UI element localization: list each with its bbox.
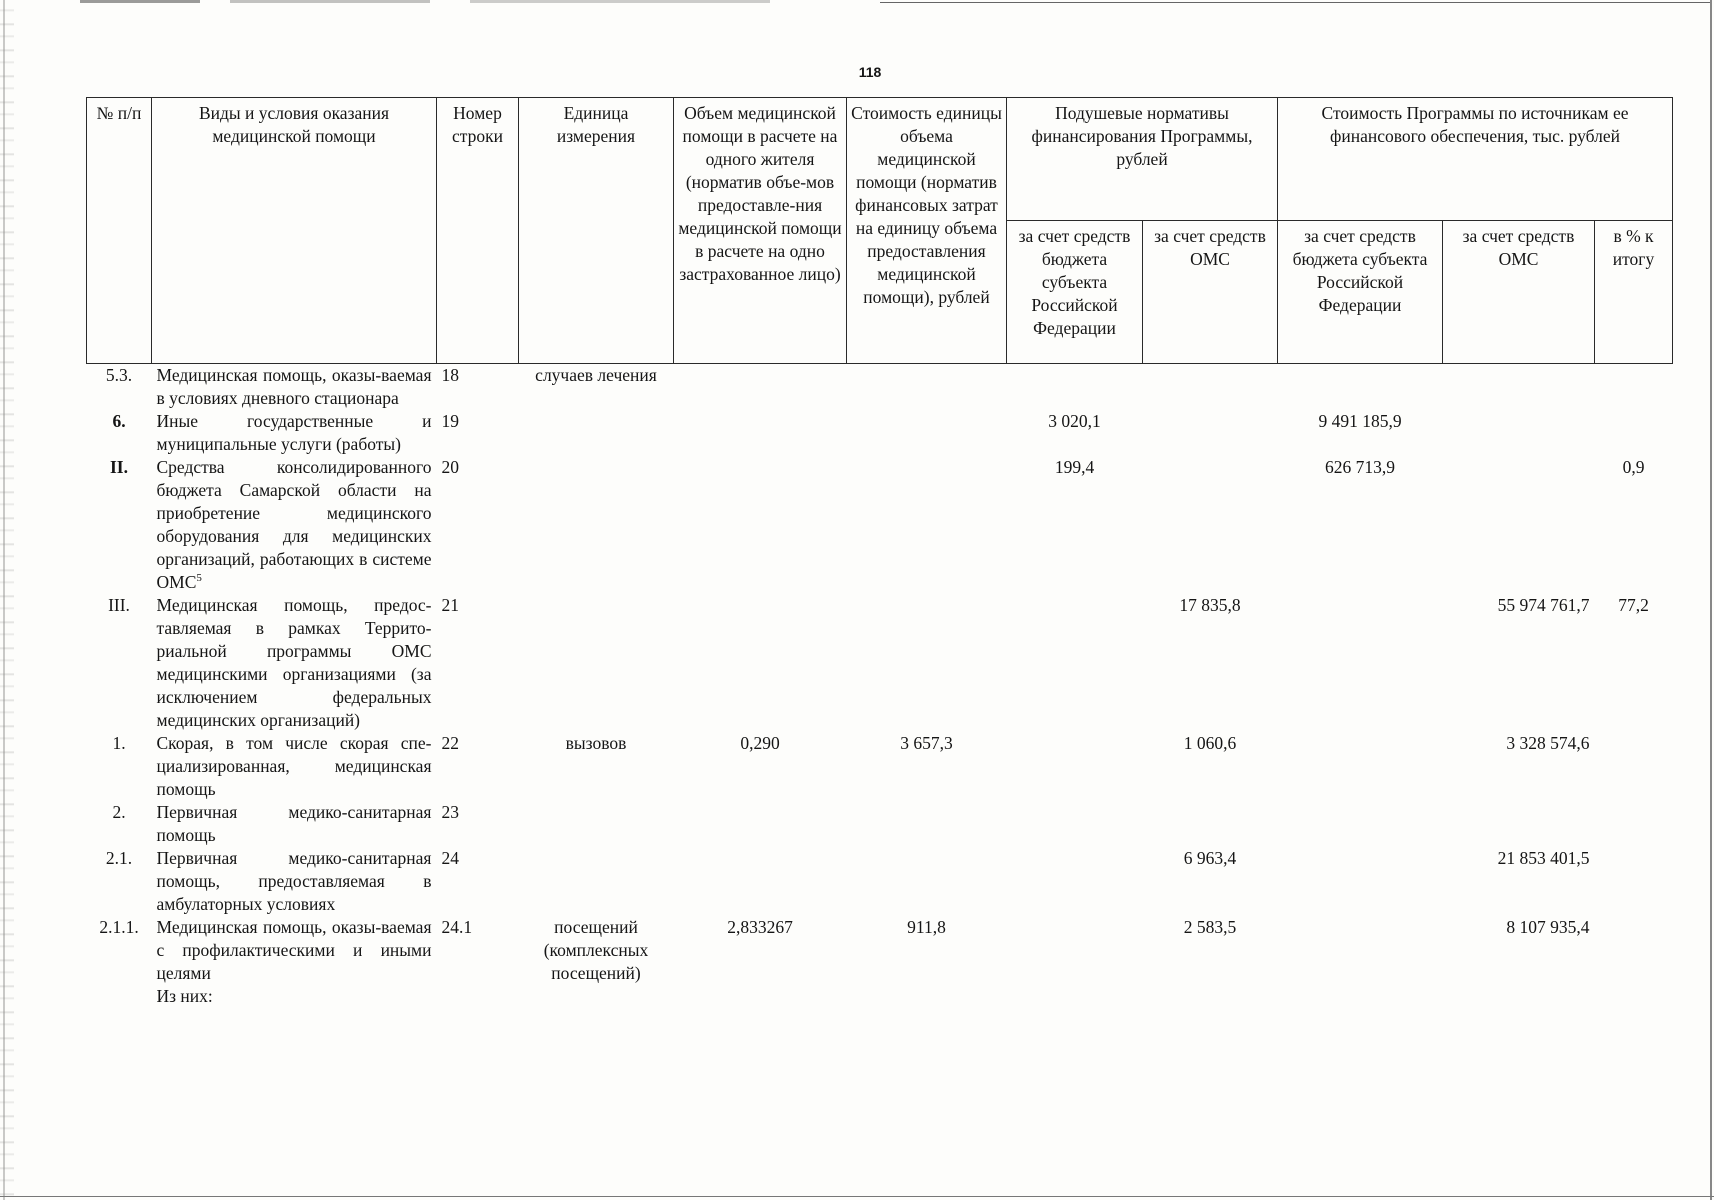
- row-cost: [847, 801, 1007, 847]
- row-pr-oms: 21 853 401,5: [1497, 848, 1590, 868]
- header-unit: Единица измерения: [519, 98, 674, 364]
- row-pct: [1595, 916, 1673, 985]
- row-pr-budget: [1278, 364, 1443, 411]
- header-pc-oms: за счет средств ОМС: [1143, 221, 1278, 364]
- row-cost: [847, 456, 1007, 594]
- row-pr-oms: [1443, 801, 1595, 847]
- row-cost: [847, 847, 1007, 916]
- row-cost: [847, 594, 1007, 732]
- row-desc: Медицинская помощь, предос-тавляемая в рамках Террито-риальной программы ОМС медицинскими организациями (за исключением федеральных медицинских организаций): [156, 595, 432, 730]
- table-row: [87, 364, 1673, 411]
- table-row: [87, 801, 1673, 847]
- row-pr-oms: [1443, 410, 1595, 456]
- table-row: [87, 410, 1673, 456]
- row-cost: 3 657,3: [900, 733, 953, 753]
- row-line: 20: [441, 457, 459, 477]
- row-pc-budget: [1007, 801, 1143, 847]
- row-pr-oms: 8 107 935,4: [1506, 917, 1590, 937]
- row-pc-oms: 1 060,6: [1183, 733, 1237, 753]
- row-unit: вызовов: [565, 733, 627, 753]
- row-no: III.: [108, 595, 130, 615]
- row-desc: Первичная медико-санитарная помощь: [156, 802, 432, 845]
- row-no: 2.1.1.: [99, 917, 139, 937]
- row-volume: 0,290: [740, 733, 780, 753]
- row-desc: Скорая, в том числе скорая спе-циализированная, медицинская помощь: [156, 733, 432, 799]
- footnote-mark: 5: [196, 572, 202, 585]
- header-pc-budget: за счет средств бюджета субъекта Российской Федерации: [1007, 221, 1143, 364]
- row-desc-footer: Из них:: [156, 986, 213, 1006]
- row-pc-budget: [1007, 847, 1143, 916]
- row-desc: Первичная медико-санитарная помощь, предоставляемая в амбулаторных условиях: [156, 848, 432, 914]
- page-number: 118: [858, 64, 882, 80]
- scan-left-line: [3, 0, 5, 1200]
- row-line: 24: [441, 848, 459, 868]
- table-body: [87, 364, 1673, 1009]
- row-pc-budget: 3 020,1: [1048, 411, 1101, 431]
- row-line: 19: [441, 411, 459, 431]
- row-pc-budget: 199,4: [1054, 457, 1095, 477]
- row-volume: [674, 847, 847, 916]
- row-no: 5.3.: [105, 365, 133, 385]
- row-pct: 0,9: [1622, 457, 1645, 477]
- scan-right-rule: [1710, 0, 1712, 1200]
- program-cost-table: [86, 97, 1673, 1008]
- table-row: [87, 916, 1673, 985]
- row-unit: [519, 594, 674, 732]
- table-row: [87, 732, 1673, 801]
- row-no: 2.: [112, 802, 126, 822]
- table-row: [87, 456, 1673, 594]
- row-desc-text: Средства консолидированного бюджета Самарской области на приобретение медицинского оборудования для медицинских организаций, работающих в системе ОМС: [156, 457, 432, 592]
- row-unit: случаев лечения: [535, 365, 657, 385]
- row-pc-budget: [1007, 916, 1143, 985]
- scan-bottom-line: [0, 1196, 1714, 1197]
- row-no: II.: [110, 457, 128, 477]
- row-pc-oms: [1143, 801, 1278, 847]
- row-pr-budget: [1278, 732, 1443, 801]
- row-no: 6.: [112, 411, 126, 431]
- row-pc-oms: [1143, 364, 1278, 411]
- row-pc-oms: 2 583,5: [1183, 917, 1237, 937]
- row-pr-budget: [1278, 594, 1443, 732]
- row-line: 22: [441, 733, 459, 753]
- row-cost: [847, 364, 1007, 411]
- header-line: Номер строки: [437, 98, 519, 364]
- row-pr-budget: 9 491 185,9: [1318, 411, 1402, 431]
- row-pct: [1595, 410, 1673, 456]
- row-desc: [152, 456, 437, 594]
- row-unit: [519, 410, 674, 456]
- row-pc-budget: [1007, 732, 1143, 801]
- table-row: [87, 847, 1673, 916]
- row-pr-budget: [1278, 916, 1443, 985]
- row-pct: [1595, 732, 1673, 801]
- row-unit: посещений (комплексных посещений): [543, 917, 649, 983]
- row-line: 21: [441, 595, 459, 615]
- header-program-group: Стоимость Программы по источникам ее финансового обеспечения, тыс. рублей: [1278, 98, 1673, 221]
- row-line: 24.1: [441, 917, 473, 937]
- row-pr-oms: 3 328 574,6: [1506, 733, 1590, 753]
- row-pr-oms: [1443, 364, 1595, 411]
- row-desc: Медицинская помощь, оказы-ваемая в условиях дневного стационара: [156, 365, 432, 408]
- header-cost: Стоимость единицы объема медицинской помощи (норматив финансовых затрат на единицу объема предоставления медицинской помощи), рублей: [847, 98, 1007, 364]
- row-pr-oms: [1443, 456, 1595, 594]
- table-row: [87, 985, 1673, 1008]
- row-pr-budget: [1278, 847, 1443, 916]
- header-volume: Объем медицинской помощи в расчете на одного жителя (норматив объе-мов предоставле-ния медицинской помощи в расчете на одно застрахованное лицо): [674, 98, 847, 364]
- header-kind: Виды и условия оказания медицинской помощи: [152, 98, 437, 364]
- row-line: 18: [441, 365, 459, 385]
- row-cost: [847, 410, 1007, 456]
- row-pc-oms: [1143, 410, 1278, 456]
- row-pc-oms: 6 963,4: [1183, 848, 1237, 868]
- row-unit: [519, 456, 674, 594]
- row-pc-budget: [1007, 594, 1143, 732]
- header-percapita-group: Подушевые нормативы финансирования Программы, рублей: [1007, 98, 1278, 221]
- row-volume: [674, 456, 847, 594]
- row-pct: 77,2: [1618, 595, 1649, 615]
- row-pct: [1595, 364, 1673, 411]
- header-no: № п/п: [87, 98, 152, 364]
- row-pc-oms: [1143, 456, 1278, 594]
- row-volume: [674, 364, 847, 411]
- row-volume: [674, 594, 847, 732]
- row-desc: Иные государственные и муниципальные услуги (работы): [156, 411, 432, 454]
- row-pc-oms: 17 835,8: [1179, 595, 1241, 615]
- row-pr-oms: 55 974 761,7: [1497, 595, 1590, 615]
- row-pc-budget: [1007, 364, 1143, 411]
- table-row: [87, 594, 1673, 732]
- row-cost: 911,8: [907, 917, 946, 937]
- row-volume: [674, 410, 847, 456]
- row-pct: [1595, 801, 1673, 847]
- header-pr-oms: за счет средств ОМС: [1443, 221, 1595, 364]
- header-pr-budget: за счет средств бюджета субъекта Российской Федерации: [1278, 221, 1443, 364]
- row-unit: [519, 847, 674, 916]
- row-volume: [674, 801, 847, 847]
- row-line: 23: [441, 802, 459, 822]
- table-header: [87, 98, 1673, 364]
- row-no: 2.1.: [105, 848, 133, 868]
- row-pr-budget: [1278, 801, 1443, 847]
- row-desc: Медицинская помощь, оказы-ваемая с профилактическими и иными целями: [156, 917, 432, 983]
- row-no: 1.: [112, 733, 126, 753]
- row-volume: 2,833267: [727, 917, 793, 937]
- row-unit: [519, 801, 674, 847]
- header-pr-pct: в % к итогу: [1595, 221, 1673, 364]
- row-pct: [1595, 847, 1673, 916]
- row-pr-budget: 626 713,9: [1325, 457, 1395, 477]
- scan-top-specks: [0, 0, 1714, 4]
